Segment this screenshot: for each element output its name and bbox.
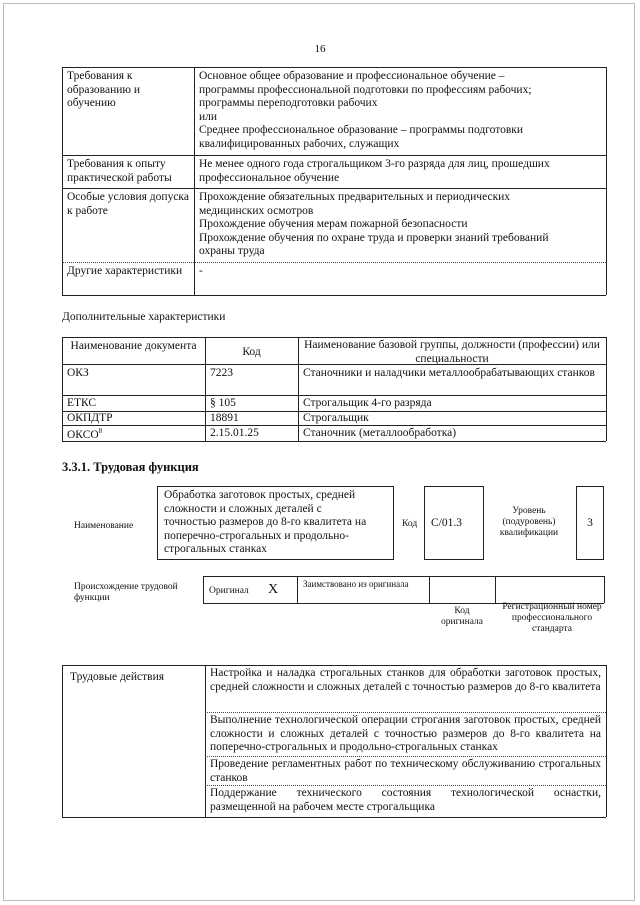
text-line: профессиональное обучение — [199, 171, 340, 184]
text-line: программы переподготовки рабочих — [199, 97, 378, 110]
row-okpdtr-name: Строгальщик — [303, 412, 369, 424]
row-etks-code: § 105 — [210, 397, 236, 409]
requirement-label-conditions: Особые условия допуска к работе — [67, 191, 189, 217]
text-line: охраны труда — [199, 245, 265, 258]
text-line: сложности и сложных деталей с — [164, 502, 322, 515]
text-line: Прохождение обязательных предварительных и периодических — [199, 191, 511, 203]
origin-label: Происхождение трудовой функции — [74, 582, 178, 603]
okso-label: ОКСО — [67, 428, 99, 441]
row-etks-doc: ЕТКС — [67, 397, 97, 409]
text-line: или — [199, 110, 218, 123]
requirement-label-experience: Требования к опыту практической работы — [67, 158, 172, 184]
header-document-name: Наименование документа — [70, 340, 197, 352]
text-line: Прохождение обучения по охране труда и проверки знаний требований — [199, 231, 549, 244]
row-okz-code: 7223 — [210, 367, 233, 379]
text-line: точностью размеров до 8-го квалитета на — [164, 516, 367, 529]
action-item: Поддержание технического состояния технологической оснастки, размещенной на рабочем месте строгальщика — [210, 787, 601, 813]
action-item: Проведение регламентных работ по техническому обслуживанию строгальных станков — [210, 758, 601, 784]
actions-label: Трудовые действия — [70, 671, 165, 683]
text-line: Среднее профессиональное образование – программы подготовки — [199, 124, 524, 137]
level-value-box: 3 — [576, 486, 604, 560]
row-okso-code: 2.15.01.25 — [210, 427, 259, 439]
text-line: Не менее одного года строгальщиком 3-го разряда для лиц, прошедших — [199, 158, 550, 170]
code-label: Код — [402, 519, 418, 529]
row-okso-name: Станочник (металлообработка) — [303, 427, 457, 439]
text-line: Прохождение обучения мерам пожарной безопасности — [199, 218, 468, 231]
action-item: Выполнение технологической операции строгания заготовок простых, средней сложности и сложных деталей с точностью размеров до 8-го квалитета на поперечно-строгальных и продольно-строгальных станках — [210, 714, 601, 754]
row-etks-name: Строгальщик 4-го разряда — [303, 397, 432, 409]
requirement-label-education: Требования к образованию и обучению — [67, 70, 140, 110]
row-okpdtr-code: 18891 — [210, 412, 239, 424]
text-line: медицинских осмотров — [199, 204, 314, 217]
text-line: строгальных станках — [164, 543, 267, 556]
row-okz-doc: ОКЗ — [67, 367, 89, 379]
row-okz-name: Станочники и наладчики металлообрабатывающих станков — [303, 367, 595, 379]
additional-characteristics-caption: Дополнительные характеристики — [62, 311, 226, 323]
text-line: поперечно-строгальных и продольно- — [164, 529, 349, 542]
borrowed-label: Заимствовано из оригинала — [303, 579, 409, 589]
row-okso-doc — [63, 426, 204, 443]
text-line: - — [199, 265, 203, 277]
header-code: Код — [242, 346, 261, 358]
reg-number-label: Регистрационный номер профессионального стандарта — [502, 602, 602, 634]
requirement-value-experience — [195, 157, 605, 186]
labor-function-heading: 3.3.1. Трудовая функция — [62, 460, 199, 474]
header-group-name: Наименование базовой группы, должности (профессии) или специальности — [304, 339, 600, 365]
original-label: Оригинал — [209, 586, 249, 596]
requirement-label-other: Другие характеристики — [67, 265, 183, 277]
function-code-box: C/01.3 — [424, 486, 484, 560]
requirement-value-conditions — [195, 190, 605, 260]
requirement-value-other — [195, 264, 605, 280]
text-line: Основное общее образование и профессиональное обучение – — [199, 70, 505, 82]
action-item: Настройка и наладка строгальных станков для обработки заготовок простых, средней сложности и сложных деталей с точностью размеров до 8-го квалитета — [210, 667, 601, 693]
page-number: 16 — [314, 43, 326, 55]
requirement-value-education — [195, 69, 605, 152]
function-name-box — [157, 486, 394, 560]
code-original-label: Код оригинала — [441, 606, 483, 627]
name-label: Наименование — [74, 521, 134, 531]
level-label: Уровень (подуровень) квалификации — [499, 506, 559, 538]
text-line: квалифицированных рабочих, служащих — [199, 137, 400, 150]
text-line: программы профессиональной подготовки по профессиям рабочих; — [199, 83, 532, 96]
okso-footnote-ref: 8 — [98, 427, 103, 435]
text-line: Обработка заготовок простых, средней — [164, 489, 356, 501]
row-okpdtr-doc: ОКПДТР — [67, 412, 113, 424]
original-mark: X — [268, 582, 279, 597]
